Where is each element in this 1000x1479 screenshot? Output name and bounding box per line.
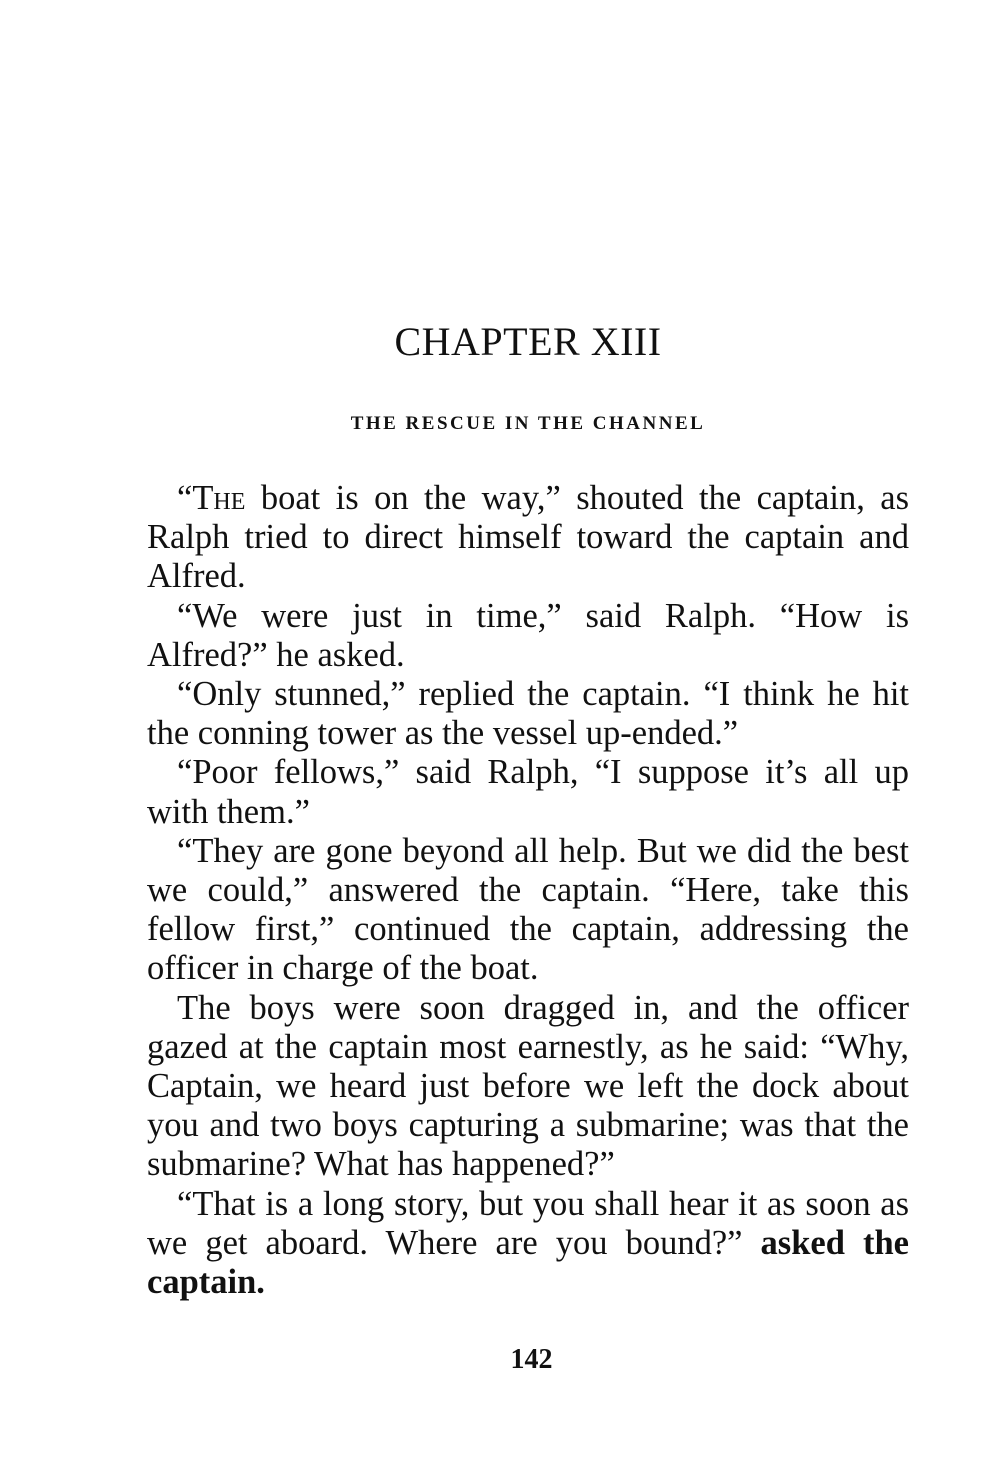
- paragraph-text: boat is on the way,” shouted the captain, as Ralph tried to direct himself toward the captain and Alfred.: [147, 479, 909, 596]
- chapter-subtitle: THE RESCUE IN THE CHANNEL: [350, 413, 706, 434]
- paragraph-tail: asked the captain.: [147, 1223, 909, 1302]
- paragraph-2: [147, 597, 909, 675]
- paragraph-text: The boys were soon dragged in, and the officer gazed at the captain most earnestly, as he said: “Why, Captain, we heard just before we left the dock about you and two boys capturing a submarine; was that the submarine? What has happened?”: [147, 988, 909, 1184]
- paragraph-5: [147, 832, 909, 989]
- paragraph-text: “Poor fellows,” said Ralph, “I suppose it’s all up with them.”: [147, 753, 909, 831]
- page-number: 142: [510, 1344, 553, 1375]
- paragraph-text: “Only stunned,” replied the captain. “I think he hit the conning tower as the vessel up-ended.”: [147, 675, 909, 753]
- paragraph-lead: “The: [177, 479, 246, 517]
- chapter-title: CHAPTER XIII: [394, 319, 662, 364]
- paragraph-7: [147, 1185, 909, 1303]
- paragraph-6: [147, 989, 909, 1185]
- paragraph-text: “We were just in time,” said Ralph. “How is Alfred?” he asked.: [147, 596, 909, 674]
- body-text: [147, 479, 909, 1302]
- paragraph-1: [147, 479, 909, 597]
- paragraph-3: [147, 675, 909, 753]
- paragraph-text: “That is a long story, but you shall hear it as soon as we get aboard. Where are you bound?”: [147, 1184, 909, 1262]
- paragraph-text: “They are gone beyond all help. But we did the best we could,” answered the captain. “Here, take this fellow first,” continued the captain, addressing the officer in charge of the boat.: [147, 831, 909, 988]
- paragraph-4: [147, 753, 909, 831]
